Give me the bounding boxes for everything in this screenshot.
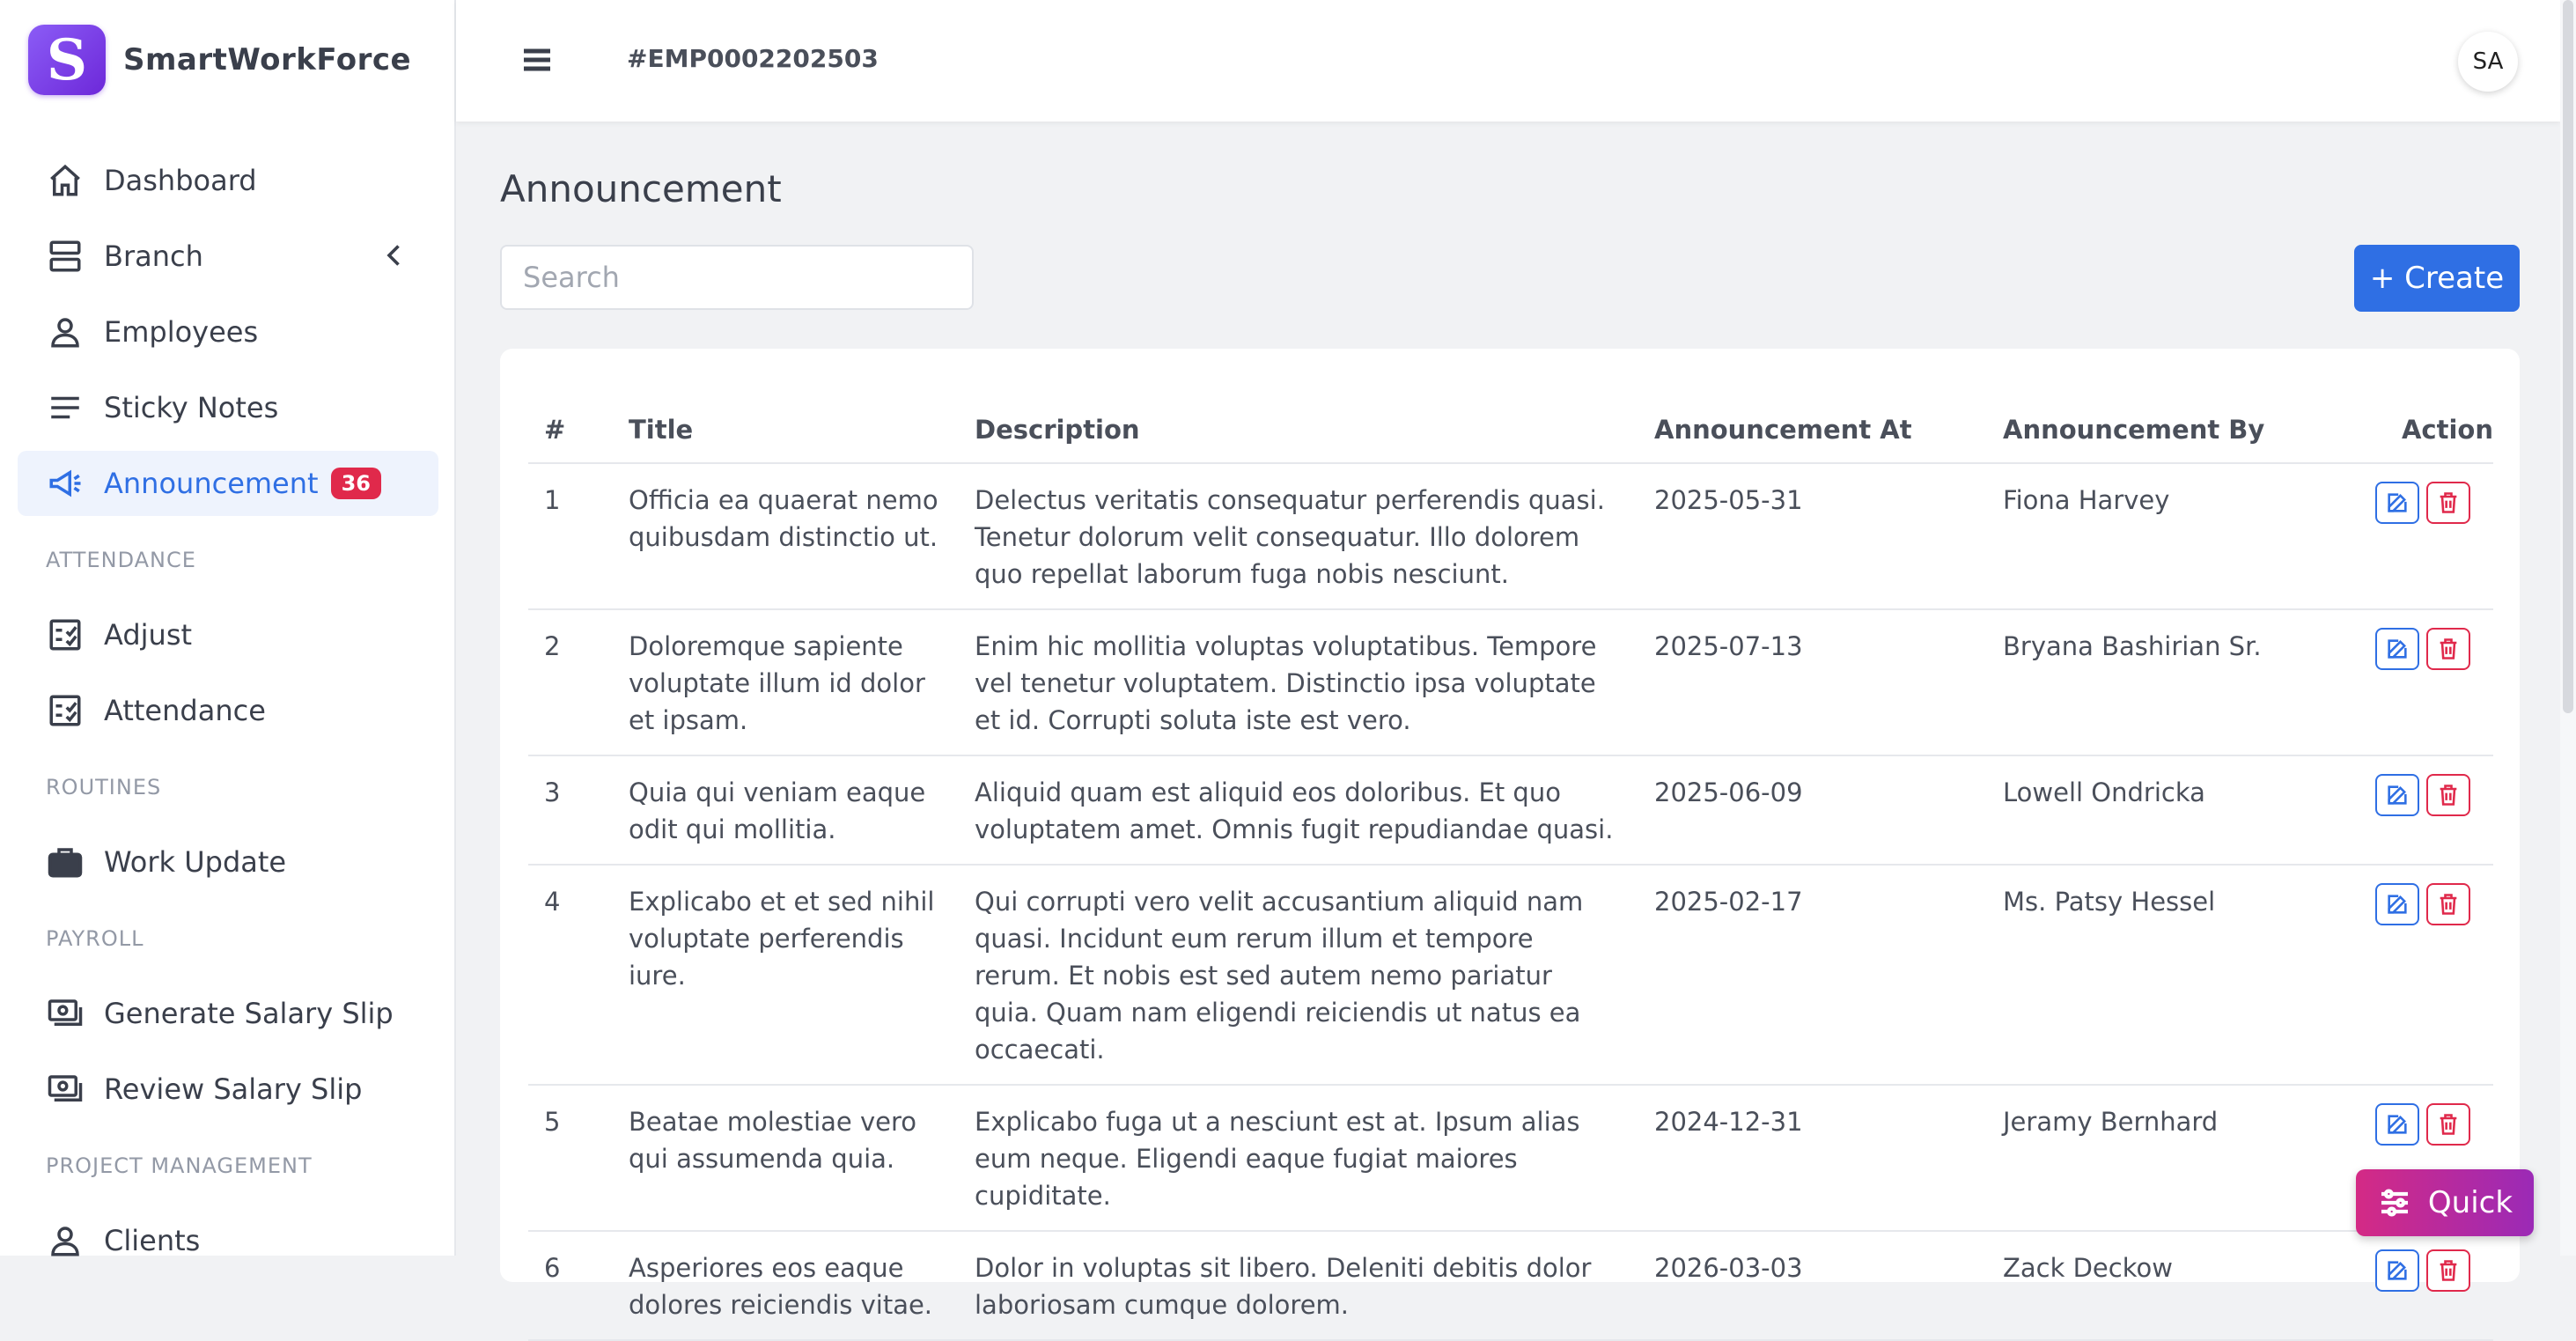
table-row <box>528 1231 2493 1340</box>
money-icon <box>46 1070 85 1109</box>
table-row <box>528 609 2493 755</box>
table-row <box>528 1085 2493 1231</box>
table-header-row <box>528 396 2493 463</box>
column-header-title: Title <box>613 396 959 463</box>
section-title-attendance: ATTENDANCE <box>46 548 196 572</box>
scrollbar-thumb[interactable] <box>2563 0 2573 713</box>
edit-icon <box>2385 892 2410 917</box>
cell-actions <box>2336 609 2493 755</box>
section-title-project-management: PROJECT MANAGEMENT <box>46 1153 313 1178</box>
sidebar-item-label: Dashboard <box>104 164 257 197</box>
cell-actions <box>2336 1231 2493 1340</box>
sidebar-item-label: Employees <box>104 315 259 349</box>
table-row <box>528 463 2493 609</box>
sidebar-item-adjust[interactable] <box>18 602 438 667</box>
checklist-icon <box>46 615 85 654</box>
user-icon <box>46 313 85 351</box>
brand-name: SmartWorkForce <box>123 42 412 77</box>
quick-label: Quick <box>2427 1185 2513 1220</box>
cell-title: Doloremque sapiente voluptate illum id dolor et ipsam. <box>613 609 959 755</box>
megaphone-icon <box>46 464 85 503</box>
edit-icon <box>2385 1112 2410 1137</box>
notes-icon <box>46 388 85 427</box>
sidebar-item-review-salary-slip[interactable] <box>18 1057 438 1122</box>
column-header-announcement-at: Announcement At <box>1638 396 1987 463</box>
section-title-routines: ROUTINES <box>46 775 162 799</box>
cell-announcement-at: 2025-05-31 <box>1638 463 1987 609</box>
sidebar-item-label: Attendance <box>104 694 266 727</box>
edit-icon <box>2385 637 2410 661</box>
sidebar-item-label: Clients <box>104 1224 201 1257</box>
cell-actions <box>2336 463 2493 609</box>
announcement-table-card <box>500 349 2520 1320</box>
sidebar-item-label: Review Salary Slip <box>104 1072 363 1106</box>
sidebar-item-branch[interactable] <box>18 224 438 289</box>
cell-title: Asperiores eos eaque dolores reiciendis vitae. <box>613 1231 959 1340</box>
column-header-announcement-by: Announcement By <box>1987 396 2336 463</box>
trash-icon <box>2436 1258 2461 1283</box>
checklist-icon <box>46 691 85 730</box>
avatar[interactable]: SA <box>2458 32 2518 92</box>
sidebar <box>0 0 456 1256</box>
cell-announcement-by: Fiona Harvey <box>1987 463 2336 609</box>
announcement-table <box>528 396 2493 1341</box>
employee-id: #EMP0002202503 <box>627 44 879 73</box>
trash-icon <box>2436 490 2461 515</box>
cell-announcement-by: Lowell Ondricka <box>1987 755 2336 865</box>
sidebar-item-employees[interactable] <box>18 299 438 365</box>
top-header <box>456 0 2560 122</box>
trash-icon <box>2436 1112 2461 1137</box>
sidebar-item-label: Branch <box>104 239 203 273</box>
edit-button[interactable] <box>2375 1249 2419 1292</box>
sliders-icon <box>2377 1185 2412 1220</box>
cell-announcement-at: 2025-07-13 <box>1638 609 1987 755</box>
cell-actions <box>2336 755 2493 865</box>
column-header-number: # <box>528 396 613 463</box>
cell-announcement-at: 2025-02-17 <box>1638 865 1987 1085</box>
sidebar-item-generate-salary-slip[interactable] <box>18 981 438 1046</box>
cell-description: Delectus veritatis consequatur perferendis quasi. Tenetur dolorum velit consequatur. Illo dolorem quo repellat laborum fuga nobis nesciunt. <box>959 463 1638 609</box>
edit-icon <box>2385 783 2410 807</box>
sidebar-item-dashboard[interactable] <box>18 148 438 213</box>
cell-title: Officia ea quaerat nemo quibusdam distinctio ut. <box>613 463 959 609</box>
cell-number: 5 <box>528 1085 613 1231</box>
edit-button[interactable] <box>2375 1103 2419 1146</box>
edit-icon <box>2385 1258 2410 1283</box>
create-button[interactable]: + Create <box>2354 245 2520 312</box>
page-title: Announcement <box>500 167 782 210</box>
sidebar-item-attendance[interactable] <box>18 678 438 743</box>
delete-button[interactable] <box>2426 482 2470 524</box>
sidebar-item-label: Adjust <box>104 618 193 652</box>
edit-button[interactable] <box>2375 628 2419 670</box>
user-icon <box>46 1221 85 1260</box>
edit-button[interactable] <box>2375 883 2419 925</box>
chevron-left-icon[interactable] <box>379 239 410 271</box>
quick-actions-button[interactable] <box>2356 1169 2534 1236</box>
section-title-payroll: PAYROLL <box>46 926 144 951</box>
cell-description: Explicabo fuga ut a nesciunt est at. Ipsum alias eum neque. Eligendi eaque fugiat maiores cupiditate. <box>959 1085 1638 1231</box>
money-icon <box>46 994 85 1033</box>
server-icon <box>46 237 85 276</box>
edit-button[interactable] <box>2375 774 2419 816</box>
cell-description: Aliquid quam est aliquid eos doloribus. Et quo voluptatem amet. Omnis fugit repudiandae quasi. <box>959 755 1638 865</box>
cell-actions <box>2336 865 2493 1085</box>
search-input[interactable] <box>500 245 974 310</box>
delete-button[interactable] <box>2426 1103 2470 1146</box>
edit-button[interactable] <box>2375 482 2419 524</box>
sidebar-item-label: Generate Salary Slip <box>104 997 394 1030</box>
trash-icon <box>2436 892 2461 917</box>
sidebar-item-label: Sticky Notes <box>104 391 279 424</box>
column-header-description: Description <box>959 396 1638 463</box>
trash-icon <box>2436 783 2461 807</box>
cell-announcement-at: 2024-12-31 <box>1638 1085 1987 1231</box>
briefcase-icon <box>46 843 85 881</box>
brand-logo: S <box>28 25 106 95</box>
cell-number: 3 <box>528 755 613 865</box>
cell-title: Beatae molestiae vero qui assumenda quia. <box>613 1085 959 1231</box>
sidebar-item-label: Work Update <box>104 845 287 879</box>
edit-icon <box>2385 490 2410 515</box>
sidebar-item-announcement[interactable] <box>18 451 438 516</box>
page-scrollbar[interactable] <box>2560 0 2576 1256</box>
cell-announcement-by: Jeramy Bernhard <box>1987 1085 2336 1231</box>
sidebar-item-label: Announcement <box>104 467 319 500</box>
delete-button[interactable] <box>2426 883 2470 925</box>
cell-number: 1 <box>528 463 613 609</box>
brand[interactable] <box>28 25 411 95</box>
sidebar-item-clients[interactable] <box>18 1208 438 1273</box>
sidebar-item-sticky-notes[interactable] <box>18 375 438 440</box>
cell-announcement-by: Ms. Patsy Hessel <box>1987 865 2336 1085</box>
table-row <box>528 865 2493 1085</box>
cell-announcement-at: 2025-06-09 <box>1638 755 1987 865</box>
cell-announcement-by: Bryana Bashirian Sr. <box>1987 609 2336 755</box>
table-row <box>528 755 2493 865</box>
trash-icon <box>2436 637 2461 661</box>
cell-description: Dolor in voluptas sit libero. Deleniti debitis dolor laboriosam cumque dolorem. <box>959 1231 1638 1340</box>
cell-number: 2 <box>528 609 613 755</box>
cell-announcement-by: Zack Deckow <box>1987 1231 2336 1340</box>
cell-number: 4 <box>528 865 613 1085</box>
cell-title: Explicabo et et sed nihil voluptate perferendis iure. <box>613 865 959 1085</box>
cell-number: 6 <box>528 1231 613 1340</box>
cell-announcement-at: 2026-03-03 <box>1638 1231 1987 1340</box>
delete-button[interactable] <box>2426 774 2470 816</box>
cell-title: Quia qui veniam eaque odit qui mollitia. <box>613 755 959 865</box>
menu-toggle-icon[interactable] <box>519 42 555 77</box>
cell-description: Enim hic mollitia voluptas voluptatibus. Tempore vel tenetur voluptatem. Distinctio ipsa voluptate et id. Corrupti soluta iste est vero. <box>959 609 1638 755</box>
delete-button[interactable] <box>2426 1249 2470 1292</box>
column-header-action: Action <box>2336 396 2493 463</box>
cell-description: Qui corrupti vero velit accusantium aliquid nam quasi. Incidunt eum rerum illum et tempore rerum. Et nobis est sed autem nemo pariatur quia. Quam nam eligendi reiciendis ut natus ea occaecati. <box>959 865 1638 1085</box>
home-icon <box>46 161 85 200</box>
announcement-count-badge: 36 <box>331 468 381 499</box>
sidebar-item-work-update[interactable] <box>18 829 438 895</box>
delete-button[interactable] <box>2426 628 2470 670</box>
